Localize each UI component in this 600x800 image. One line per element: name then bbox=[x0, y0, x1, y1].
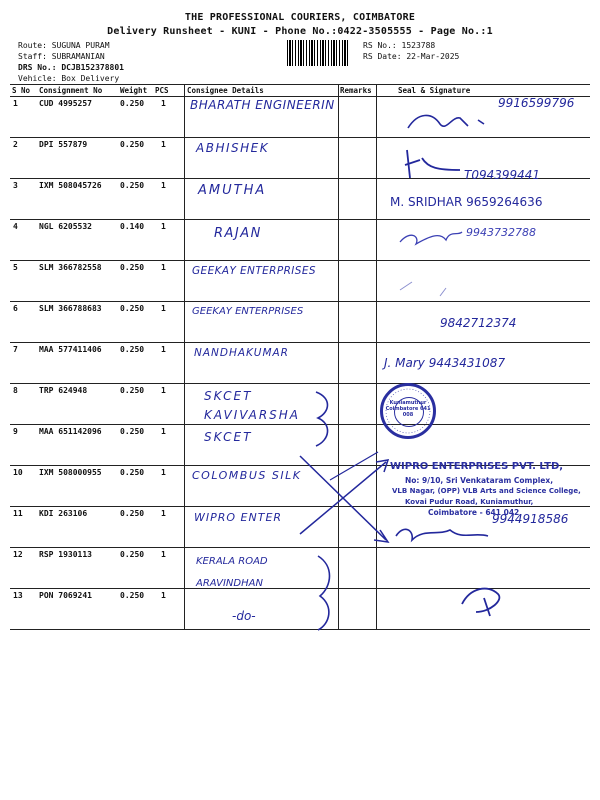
row-consignee-handwritten: GEEKAY ENTERPRISES bbox=[192, 306, 304, 317]
row-signature-number: T094399441 bbox=[464, 168, 541, 182]
document-subtitle: Delivery Runsheet - KUNI - Phone No.:0422-3505555 - Page No.:1 bbox=[107, 26, 493, 37]
row-divider bbox=[10, 506, 590, 507]
row-weight: 0.250 bbox=[120, 550, 145, 559]
row-pcs: 1 bbox=[161, 181, 166, 190]
row-divider bbox=[10, 383, 590, 384]
row-consignee-handwritten: SKCET bbox=[204, 430, 253, 444]
row-divider bbox=[10, 342, 590, 343]
row-divider bbox=[10, 301, 590, 302]
row-pcs: 1 bbox=[161, 550, 166, 559]
signature-scribble bbox=[408, 115, 484, 128]
row-sno: 4 bbox=[13, 222, 18, 231]
row-pcs: 1 bbox=[161, 427, 166, 436]
route-label: Route: SUGUNA PURAM bbox=[18, 41, 110, 50]
signature-scribble bbox=[405, 150, 460, 178]
row-consignment: IXM 508000955 bbox=[39, 468, 102, 477]
arrow-mark bbox=[300, 460, 388, 534]
header-consignment: Consignment No bbox=[39, 86, 103, 95]
row-pcs: 1 bbox=[161, 99, 166, 108]
row-weight: 0.250 bbox=[120, 140, 145, 149]
row-sno: 6 bbox=[13, 304, 18, 313]
header-remarks: Remarks bbox=[340, 86, 372, 95]
row-consignee-handwritten: RAJAN bbox=[214, 226, 262, 241]
rs-date-label: RS Date: 22-Mar-2025 bbox=[363, 52, 460, 61]
row-consignment: RSP 1930113 bbox=[39, 550, 92, 559]
row-weight: 0.250 bbox=[120, 263, 145, 272]
company-stamp-line: No: 9/10, Sri Venkataram Complex, bbox=[405, 476, 554, 485]
row-weight: 0.250 bbox=[120, 509, 145, 518]
row-weight: 0.250 bbox=[120, 304, 145, 313]
row-consignee-handwritten: WIPRO ENTER bbox=[194, 511, 283, 524]
row-pcs: 1 bbox=[161, 386, 166, 395]
company-stamp-line: Coimbatore - 641 042 bbox=[428, 508, 520, 517]
row-sno: 2 bbox=[13, 140, 18, 149]
staff-label: Staff: SUBRAMANIAN bbox=[18, 52, 105, 61]
row-consignee-handwritten: ABHISHEK bbox=[196, 141, 270, 155]
row-weight: 0.250 bbox=[120, 386, 145, 395]
row-sno: 12 bbox=[13, 550, 23, 559]
row-weight: 0.250 bbox=[120, 99, 145, 108]
row-consignment: SLM 366788683 bbox=[39, 304, 102, 313]
row-weight: 0.250 bbox=[120, 181, 145, 190]
row-signature-number: 9944918586 bbox=[492, 512, 569, 526]
brace-mark bbox=[318, 556, 330, 630]
arrow-mark bbox=[300, 456, 388, 542]
row-pcs: 1 bbox=[161, 222, 166, 231]
row-consignee-handwritten: AMUTHA bbox=[198, 183, 267, 198]
row-pcs: 1 bbox=[161, 468, 166, 477]
row-consignment: TRP 624948 bbox=[39, 386, 88, 395]
table-border bbox=[10, 629, 590, 630]
row-consignee-handwritten: -do- bbox=[232, 609, 256, 623]
row-consignee-handwritten: GEEKAY ENTERPRISES bbox=[192, 265, 316, 277]
header-seal: Seal & Signature bbox=[398, 86, 471, 95]
row-signature-number: 9916599796 bbox=[498, 96, 575, 110]
row-sno: 13 bbox=[13, 591, 23, 600]
row-pcs: 1 bbox=[161, 263, 166, 272]
signature-scribble bbox=[462, 589, 499, 616]
row-consignment: IXM 508045726 bbox=[39, 181, 102, 190]
row-pcs: 1 bbox=[161, 140, 166, 149]
vehicle-label: Vehicle: Box Delivery bbox=[18, 74, 120, 83]
row-pcs: 1 bbox=[161, 304, 166, 313]
column-divider bbox=[376, 84, 377, 629]
header-sno: S No bbox=[12, 86, 31, 95]
row-consignee-handwritten: BHARATH ENGINEERIN bbox=[190, 98, 335, 112]
row-consignee-handwritten: SKCET KAVIVARSHA bbox=[204, 389, 301, 422]
brace-mark bbox=[316, 392, 328, 446]
row-signature-number: 9943732788 bbox=[466, 226, 536, 239]
row-divider bbox=[10, 219, 590, 220]
row-consignee-handwritten: COLOMBUS SILK bbox=[192, 469, 302, 482]
row-sno: 5 bbox=[13, 263, 18, 272]
seal-center-text: Kuniamuthur Coimbatore 641 008 bbox=[385, 400, 431, 418]
company-stamp-line: VLB Nagar, (OPP) VLB Arts and Science College, bbox=[392, 487, 581, 495]
table-border bbox=[10, 84, 590, 85]
document-title: THE PROFESSIONAL COURIERS, COIMBATORE bbox=[184, 12, 416, 23]
row-consignment: DPI 557879 bbox=[39, 140, 88, 149]
row-sno: 9 bbox=[13, 427, 18, 436]
company-stamp-line: WIPRO ENTERPRISES PVT. LTD, bbox=[390, 461, 564, 472]
row-consignment: KDI 263106 bbox=[39, 509, 88, 518]
college-seal-stamp bbox=[380, 383, 436, 439]
row-divider bbox=[10, 547, 590, 548]
row-weight: 0.250 bbox=[120, 427, 145, 436]
header-weight: Weight bbox=[120, 86, 148, 95]
column-divider bbox=[184, 84, 185, 629]
row-sno: 3 bbox=[13, 181, 18, 190]
row-consignment: SLM 366782558 bbox=[39, 263, 102, 272]
row-pcs: 1 bbox=[161, 591, 166, 600]
row-weight: 0.250 bbox=[120, 468, 145, 477]
row-consignment: MAA 577411406 bbox=[39, 345, 102, 354]
row-sno: 11 bbox=[13, 509, 23, 518]
row-divider bbox=[10, 137, 590, 138]
barcode bbox=[287, 40, 349, 66]
company-stamp-line: Kovai Pudur Road, Kuniamuthur, bbox=[405, 498, 534, 506]
row-consignment: NGL 6205532 bbox=[39, 222, 92, 231]
row-consignment: PON 7069241 bbox=[39, 591, 92, 600]
rs-no-label: RS No.: 1523788 bbox=[363, 41, 436, 50]
header-pcs: PCS bbox=[155, 86, 169, 95]
row-signature-number: 9842712374 bbox=[440, 316, 517, 330]
column-divider bbox=[338, 84, 339, 629]
row-sno: 8 bbox=[13, 386, 18, 395]
signature-scribble bbox=[396, 529, 488, 540]
row-sno: 7 bbox=[13, 345, 18, 354]
row-consignee-handwritten: NANDHAKUMAR bbox=[194, 347, 289, 359]
row-divider bbox=[10, 260, 590, 261]
drs-label: DRS No.: DCJB152378801 bbox=[18, 63, 124, 72]
row-signature-number: M. SRIDHAR 9659264636 bbox=[390, 195, 543, 209]
signature-scribble bbox=[400, 232, 462, 244]
row-consignee-handwritten: KERALA ROAD ARAVINDHAN bbox=[196, 556, 268, 589]
row-weight: 0.250 bbox=[120, 345, 145, 354]
row-pcs: 1 bbox=[161, 345, 166, 354]
row-weight: 0.140 bbox=[120, 222, 145, 231]
signature-scribble bbox=[400, 282, 446, 296]
row-sno: 1 bbox=[13, 99, 18, 108]
row-sno: 10 bbox=[13, 468, 23, 477]
header-consignee: Consignee Details bbox=[187, 86, 264, 95]
row-consignment: MAA 651142096 bbox=[39, 427, 102, 436]
row-consignment: CUD 4995257 bbox=[39, 99, 92, 108]
row-pcs: 1 bbox=[161, 509, 166, 518]
row-weight: 0.250 bbox=[120, 591, 145, 600]
row-signature-number: J. Mary 9443431087 bbox=[384, 356, 506, 370]
